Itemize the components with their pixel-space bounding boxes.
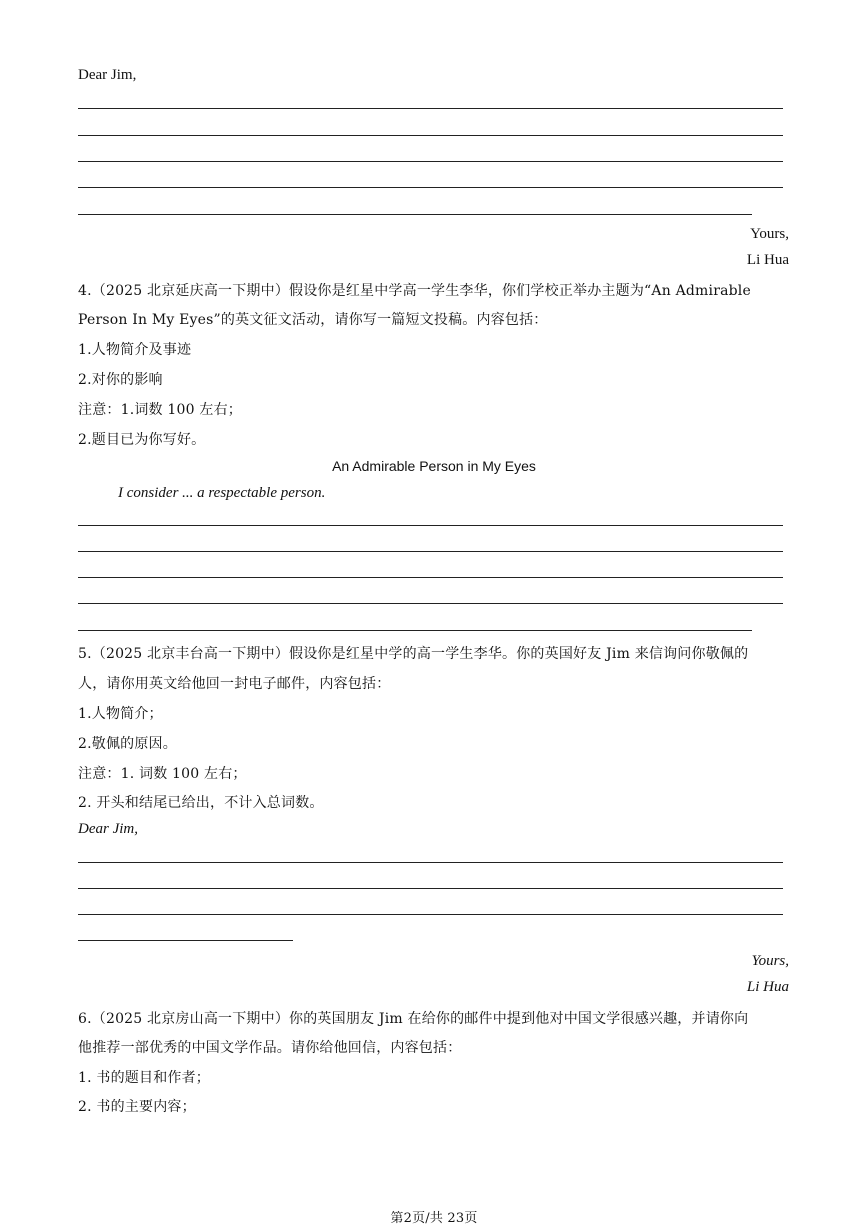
q4-item-1: 1.人物简介及事迹 [78,342,192,358]
q4-essay-title: An Admirable Person in My Eyes [332,458,536,474]
block1-greeting: Dear Jim, [78,67,137,83]
q4-prompt-line1: 4.（2025 北京延庆高一下期中）假设你是红星中学高一学生李华，你们学校正举办主题为“An Admirable [78,283,751,299]
q4-note-2: 2.题目已为你写好。 [78,432,206,448]
q5-item-2: 2.敬佩的原因。 [78,736,177,752]
answer-line [78,551,783,552]
answer-line [78,862,783,863]
block1-signature: Li Hua [746,252,789,268]
q6-prompt-line1: 6.（2025 北京房山高一下期中）你的英国朋友 Jim 在给你的邮件中提到他对中国文学很感兴趣，并请你向 [78,1011,749,1027]
q6-item-1: 1. 书的题目和作者； [78,1070,211,1086]
block1-closing: Yours, [750,226,789,242]
q5-prompt-line2: 人，请你用英文给他回一封电子邮件，内容包括： [78,676,391,692]
answer-line [78,525,783,526]
q5-signature: Li Hua [746,979,789,995]
q6-item-2: 2. 书的主要内容； [78,1099,196,1115]
answer-line [78,577,783,578]
q4-prompt-line2: Person In My Eyes”的英文征文活动，请你写一篇短文投稿。内容包括： [78,312,548,328]
answer-line [78,914,783,915]
answer-line [78,108,783,109]
q5-item-1: 1.人物简介； [78,706,163,722]
answer-line [78,888,783,889]
answer-line [78,630,752,631]
q5-prompt-line1: 5.（2025 北京丰台高一下期中）假设你是红星中学的高一学生李华。你的英国好友 Jim 来信询问你敬佩的 [78,646,749,662]
q5-note-1: 注意：1. 词数 100 左右； [78,766,247,782]
q4-item-2: 2.对你的影响 [78,372,163,388]
q5-note-2: 2. 开头和结尾已给出，不计入总词数。 [78,795,324,811]
answer-line [78,603,783,604]
q4-essay-opening: I consider ... a respectable person. [118,485,326,501]
answer-line [78,135,783,136]
q6-prompt-line2: 他推荐一部优秀的中国文学作品。请你给他回信，内容包括： [78,1040,462,1056]
q5-greeting: Dear Jim, [78,821,138,837]
page-number: 第2页/共 23页 [390,1211,478,1226]
q5-closing: Yours, [751,953,789,969]
answer-line [78,187,783,188]
q4-note-1: 注意：1.词数 100 左右； [78,402,242,418]
answer-line [78,940,293,941]
answer-line [78,214,752,215]
answer-line [78,161,783,162]
